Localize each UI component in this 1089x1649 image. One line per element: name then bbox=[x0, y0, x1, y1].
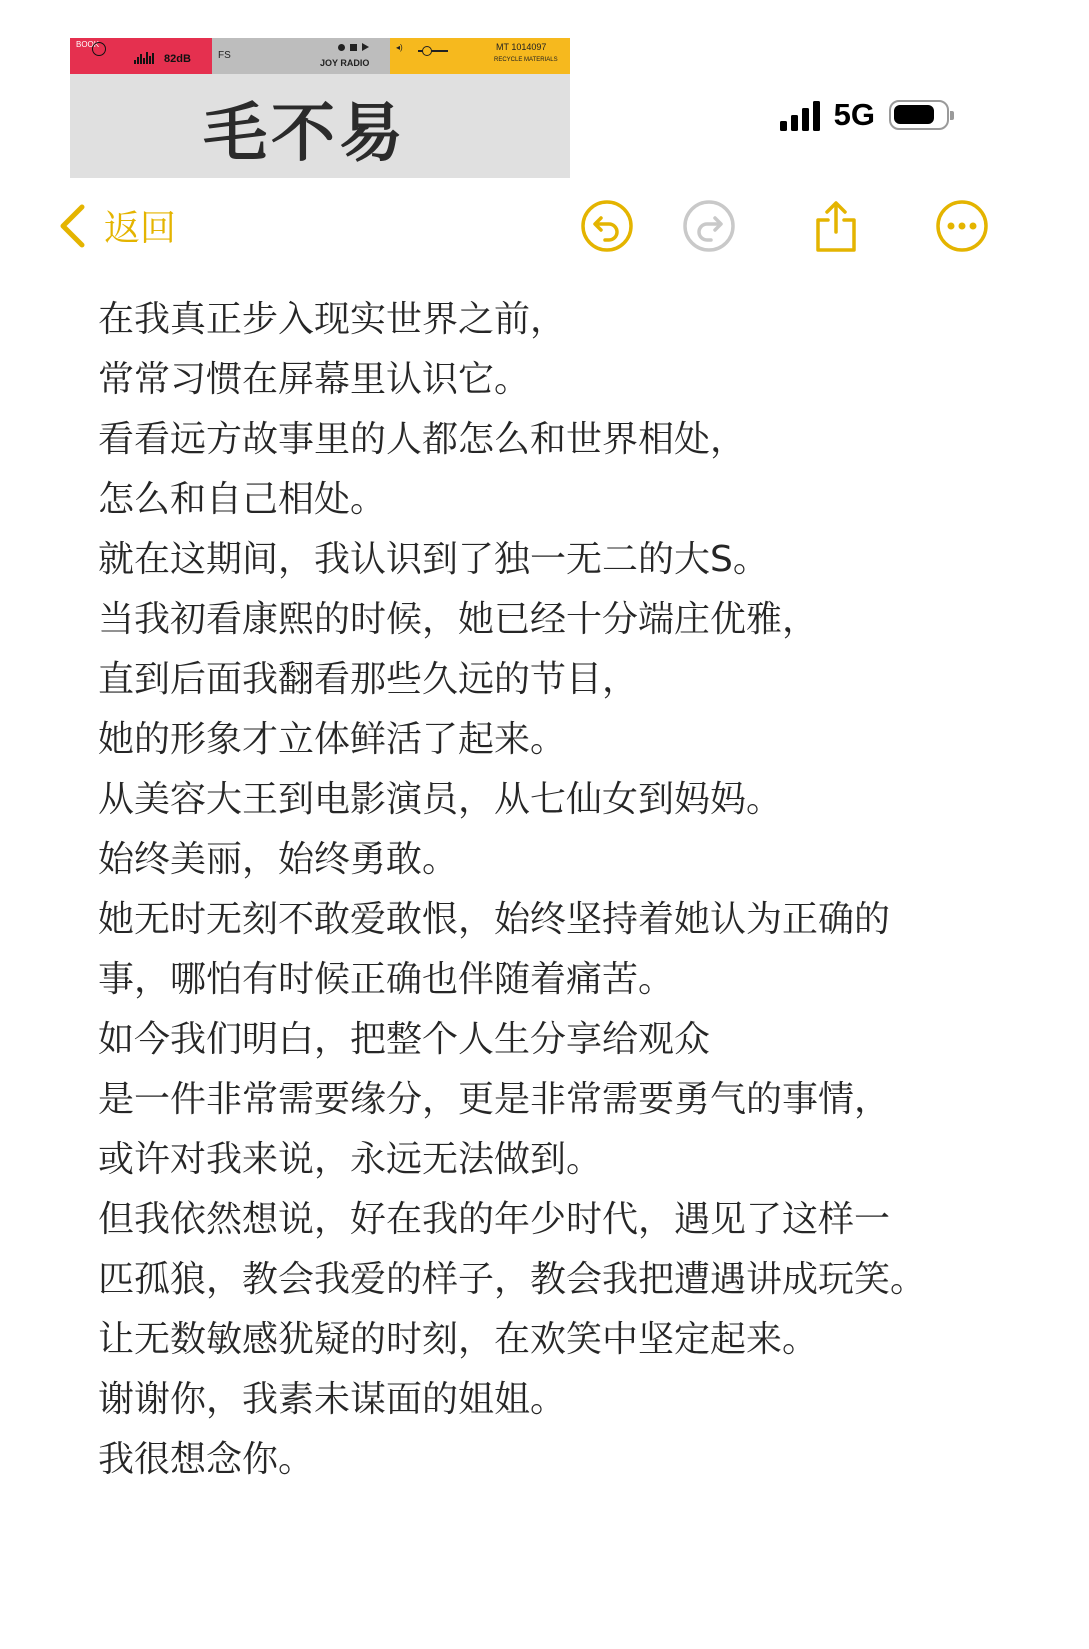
note-line: 看看远方故事里的人都怎么和世界相处， bbox=[98, 419, 747, 460]
volume-slider-knob bbox=[422, 46, 432, 56]
volume-icon: ◂) bbox=[396, 43, 403, 52]
note-line: 常常习惯在屏幕里认识它。 bbox=[98, 359, 531, 400]
back-label: 返回 bbox=[104, 208, 177, 249]
note-line: 谢谢你，我素未谋面的姐姐。 bbox=[98, 1379, 567, 1420]
network-type: 5G bbox=[833, 97, 875, 132]
undo-icon bbox=[579, 198, 635, 254]
note-line: 匹孤狼，教会我爱的样子，教会我把遭遇讲成玩笑。 bbox=[98, 1259, 927, 1300]
note-line: 她的形象才立体鲜活了起来。 bbox=[98, 719, 567, 760]
note-line: 当我初看康熙的时候，她已经十分端庄优雅， bbox=[98, 599, 819, 640]
redo-button[interactable] bbox=[681, 198, 737, 254]
banner-yellow-caption: RECYCLE MATERIALS bbox=[494, 57, 558, 63]
note-line: 是一件非常需要缘分，更是非常需要勇气的事情， bbox=[98, 1079, 891, 1120]
note-line: 直到后面我翻看那些久远的节目， bbox=[98, 659, 639, 700]
back-button[interactable] bbox=[58, 200, 176, 251]
smiley-icon bbox=[92, 42, 106, 56]
note-line: 就在这期间，我认识到了独一无二的大S。 bbox=[98, 539, 769, 580]
note-line: 如今我们明白，把整个人生分享给观众 bbox=[98, 1019, 711, 1060]
status-bar bbox=[780, 97, 949, 133]
note-line: 让无数敏感犹疑的时刻，在欢笑中坚定起来。 bbox=[98, 1319, 819, 1360]
note-line: 或许对我来说，永远无法做到。 bbox=[98, 1139, 603, 1180]
banner-red-text: BOOK bbox=[76, 40, 100, 49]
nav-bar bbox=[0, 190, 1089, 260]
banner-strip-grey bbox=[212, 38, 390, 74]
level-meter-icon bbox=[134, 52, 154, 64]
banner-radio-label: JOY RADIO bbox=[320, 58, 370, 68]
banner-strip-red bbox=[70, 38, 212, 74]
banner-title: 毛不易 bbox=[203, 97, 407, 171]
note-line: 在我真正步入现实世界之前， bbox=[98, 299, 567, 340]
banner-strip-yellow bbox=[390, 38, 570, 74]
more-icon bbox=[934, 198, 990, 254]
play-icon bbox=[362, 43, 369, 51]
note-line: 从美容大王到电影演员，从七仙女到妈妈。 bbox=[98, 779, 783, 820]
note-line: 她无时无刻不敢爱敢恨，始终坚持着她认为正确的 bbox=[98, 899, 891, 940]
more-button[interactable] bbox=[934, 198, 990, 254]
chevron-left-icon bbox=[58, 203, 86, 249]
note-body[interactable] bbox=[98, 290, 1018, 1490]
record-icon bbox=[338, 44, 345, 51]
header-banner bbox=[70, 38, 570, 178]
undo-button[interactable] bbox=[579, 198, 635, 254]
note-line: 怎么和自己相处。 bbox=[98, 479, 387, 520]
note-line: 但我依然想说，好在我的年少时代，遇见了这样一 bbox=[98, 1199, 891, 1240]
battery-icon bbox=[889, 100, 949, 130]
share-icon bbox=[808, 198, 864, 254]
note-line: 我很想念你。 bbox=[98, 1439, 315, 1480]
banner-strip bbox=[70, 38, 570, 74]
note-line: 事，哪怕有时候正确也伴随着痛苦。 bbox=[98, 959, 675, 1000]
banner-grey-code: FS bbox=[218, 50, 231, 61]
signal-icon bbox=[780, 99, 820, 131]
share-button[interactable] bbox=[808, 198, 864, 254]
banner-db-text: 82dB bbox=[164, 53, 191, 65]
banner-yellow-code: MT 1014097 bbox=[496, 42, 547, 52]
stop-icon bbox=[350, 44, 357, 51]
redo-icon bbox=[681, 198, 737, 254]
note-line: 始终美丽，始终勇敢。 bbox=[98, 839, 459, 880]
